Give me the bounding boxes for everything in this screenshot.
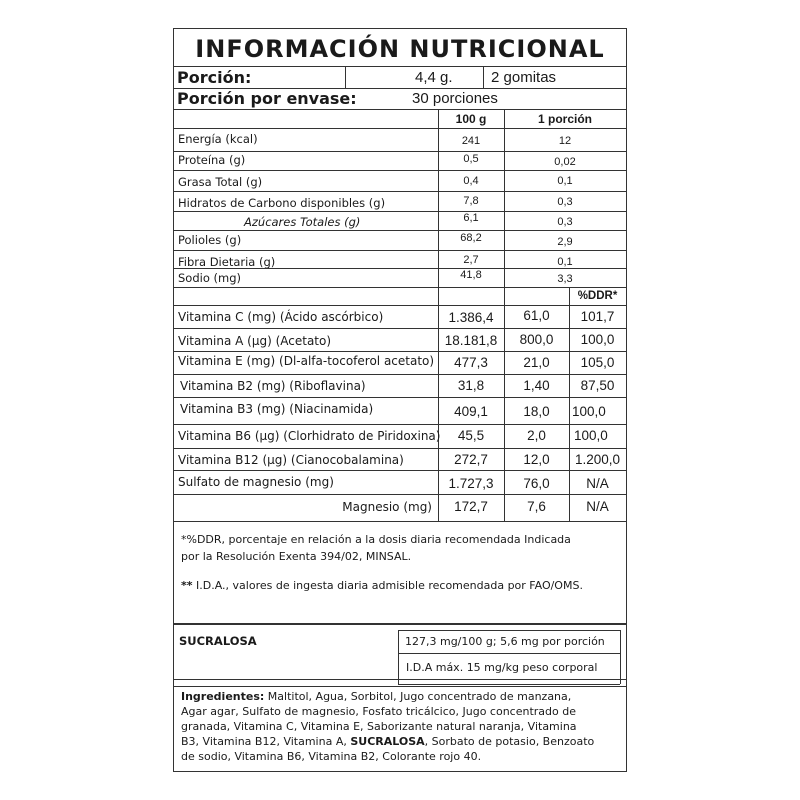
nutrient-portion: 2,9 xyxy=(557,236,573,248)
vitamin-per100: 31,8 xyxy=(457,378,485,393)
ingredients-line: Agar agar, Sulfato de magnesio, Fosfato tricálcico, Jugo concentrado de xyxy=(181,705,577,718)
vitamin-ddr: N/A xyxy=(586,476,609,491)
divider xyxy=(174,128,626,129)
vitamin-portion: 1,40 xyxy=(523,378,550,393)
vitamin-name: Vitamina B12 (µg) (Cianocobalamina) xyxy=(178,453,404,467)
ddr-note: por la Resolución Exenta 394/02, MINSAL. xyxy=(181,550,412,563)
nutrient-per100: 41,8 xyxy=(460,269,482,281)
nutrient-name: Sodio (mg) xyxy=(178,271,241,285)
col-header-ddr: %DDR* xyxy=(577,290,618,302)
divider xyxy=(174,66,626,67)
nutrient-portion: 0,3 xyxy=(557,216,573,228)
nutrient-per100: 6,1 xyxy=(463,212,479,224)
vitamin-name: Sulfato de magnesio (mg) xyxy=(178,475,334,489)
divider xyxy=(174,424,626,425)
vitamin-portion: 18,0 xyxy=(523,404,550,419)
vitamin-name: Vitamina E (mg) (Dl-alfa-tocoferol acetato) xyxy=(178,354,435,368)
divider xyxy=(174,397,626,398)
divider xyxy=(174,521,626,522)
ingredients-highlight: SUCRALOSA xyxy=(350,735,425,748)
divider xyxy=(174,230,626,231)
ingredients-line xyxy=(181,691,571,702)
ida-note-mark: ** xyxy=(181,579,193,592)
nutrient-portion: 0,1 xyxy=(557,256,573,268)
divider xyxy=(174,374,626,375)
vitamin-name: Vitamina B2 (mg) (Riboflavina) xyxy=(180,379,366,393)
divider xyxy=(345,66,346,88)
servings-value: 30 porciones xyxy=(412,90,498,107)
portion-units: 2 gomitas xyxy=(491,69,557,86)
vitamin-portion: 7,6 xyxy=(527,499,546,514)
sucralose-ida: I.D.A máx. 15 mg/kg peso corporal xyxy=(406,661,598,674)
vitamin-per100: 1.386,4 xyxy=(448,310,494,325)
divider xyxy=(174,250,626,251)
vitamin-name: Magnesio (mg) xyxy=(342,500,432,514)
nutrient-portion: 0,02 xyxy=(554,156,576,168)
nutrient-name: Polioles (g) xyxy=(178,233,242,247)
nutrient-per100: 241 xyxy=(461,135,481,147)
ida-note-text: I.D.A., valores de ingesta diaria admisible recomendada por FAO/OMS. xyxy=(196,579,583,592)
nutrient-name: Energía (kcal) xyxy=(178,132,258,146)
ingredients-line xyxy=(181,736,594,747)
ingredients-line: de sodio, Vitamina B6, Vitamina B2, Colorante rojo 40. xyxy=(181,750,482,763)
vitamin-ddr: 1.200,0 xyxy=(574,452,621,467)
nutrient-per100: 0,5 xyxy=(463,153,479,165)
vitamin-name: Vitamina B3 (mg) (Niacinamida) xyxy=(180,402,374,416)
divider xyxy=(174,109,626,110)
vitamin-portion: 800,0 xyxy=(519,332,554,347)
nutrient-name: Fibra Dietaria (g) xyxy=(178,255,276,269)
nutrient-portion: 0,3 xyxy=(557,196,573,208)
vitamin-name: Vitamina A (µg) (Acetato) xyxy=(178,334,332,348)
divider xyxy=(174,191,626,192)
ingredients-text: B3, Vitamina B12, Vitamina A, xyxy=(181,735,347,748)
nutrient-per100: 7,8 xyxy=(463,195,479,207)
vitamin-name: Vitamina C (mg) (Ácido ascórbico) xyxy=(178,310,384,324)
nutrient-per100: 0,4 xyxy=(463,175,479,187)
ddr-note: *%DDR, porcentaje en relación a la dosis diaria recomendada Indicada xyxy=(181,533,571,546)
divider xyxy=(174,170,626,171)
col-header-100g: 100 g xyxy=(455,112,487,126)
nutrient-subname: Azúcares Totales (g) xyxy=(244,215,361,229)
vitamin-per100: 477,3 xyxy=(454,355,488,370)
vitamin-portion: 76,0 xyxy=(523,476,550,491)
ida-note xyxy=(181,580,583,591)
nutrient-per100: 68,2 xyxy=(460,232,482,244)
vitamin-name: Vitamina B6 (µg) (Clorhidrato de Piridoxina) xyxy=(178,429,441,443)
divider xyxy=(174,287,626,288)
vitamin-per100: 1.727,3 xyxy=(448,476,494,491)
divider xyxy=(174,305,626,306)
divider xyxy=(174,151,626,152)
nutrient-name: Hidratos de Carbono disponibles (g) xyxy=(178,196,386,210)
nutrient-portion: 3,3 xyxy=(557,273,573,285)
vitamin-ddr: 87,50 xyxy=(580,378,615,393)
divider xyxy=(174,328,626,329)
portion-label: Porción: xyxy=(177,68,252,87)
vitamin-ddr: 105,0 xyxy=(580,355,615,370)
servings-label: Porción por envase: xyxy=(177,89,357,108)
col-header-portion: 1 porción xyxy=(537,112,592,126)
sucralose-amount: 127,3 mg/100 g; 5,6 mg por porción xyxy=(405,635,605,648)
nutrient-portion: 12 xyxy=(558,135,572,147)
vitamin-ddr: 100,0 xyxy=(572,404,606,419)
divider xyxy=(174,268,626,269)
divider xyxy=(174,470,626,471)
divider xyxy=(174,211,626,212)
divider xyxy=(398,653,620,654)
ingredients-text: , Sorbato de potasio, Benzoato xyxy=(424,735,595,748)
nutrient-name: Grasa Total (g) xyxy=(178,175,263,189)
nutrient-name: Proteína (g) xyxy=(178,153,246,167)
sucralose-label: SUCRALOSA xyxy=(179,634,257,648)
nutrient-portion: 0,1 xyxy=(557,175,573,187)
divider xyxy=(174,494,626,495)
vitamin-portion: 12,0 xyxy=(523,452,550,467)
divider xyxy=(483,66,484,88)
vitamin-portion: 2,0 xyxy=(527,428,546,443)
vitamin-portion: 21,0 xyxy=(523,355,550,370)
vitamin-per100: 272,7 xyxy=(454,452,488,467)
vitamin-portion: 61,0 xyxy=(523,308,550,323)
divider xyxy=(620,630,621,684)
vitamin-ddr: 100,0 xyxy=(580,332,615,347)
divider xyxy=(174,448,626,449)
page-title: INFORMACIÓN NUTRICIONAL xyxy=(195,35,605,63)
vitamin-per100: 45,5 xyxy=(457,428,485,443)
portion-weight: 4,4 g. xyxy=(415,69,453,86)
ingredients-line: granada, Vitamina C, Vitamina E, Saborizante natural naranja, Vitamina xyxy=(181,720,577,733)
nutrient-per100: 2,7 xyxy=(463,254,479,266)
divider xyxy=(398,630,399,684)
vitamin-ddr: 100,0 xyxy=(574,428,608,443)
divider xyxy=(398,630,620,631)
vitamin-per100: 172,7 xyxy=(454,499,488,514)
vitamin-ddr: 101,7 xyxy=(580,309,615,324)
divider xyxy=(174,351,626,352)
ingredients-text: Maltitol, Agua, Sorbitol, Jugo concentrado de manzana, xyxy=(267,690,572,703)
ingredients-label: Ingredientes: xyxy=(181,690,265,703)
vitamin-per100: 409,1 xyxy=(454,404,488,419)
vitamin-ddr: N/A xyxy=(586,499,609,514)
vitamin-per100: 18.181,8 xyxy=(444,333,498,348)
